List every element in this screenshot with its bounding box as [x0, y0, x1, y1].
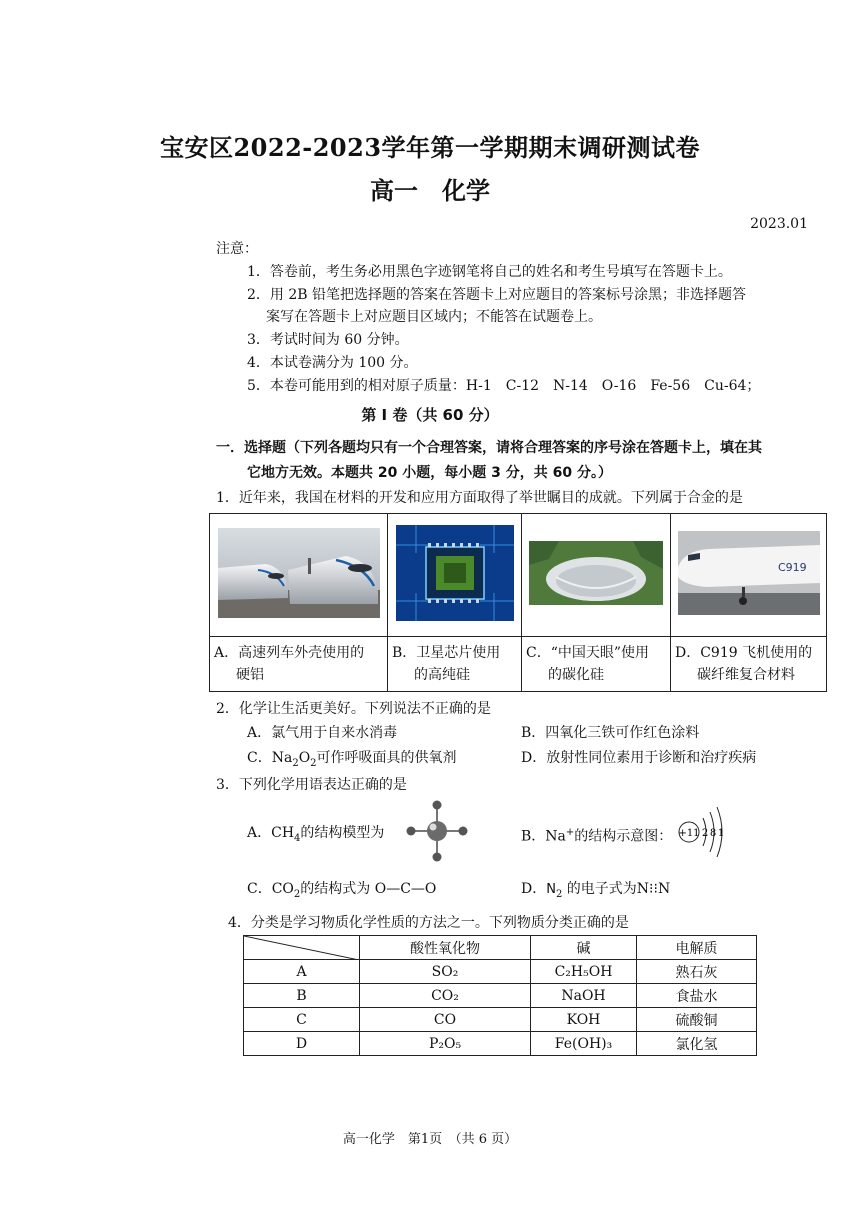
subscript: 4	[294, 832, 301, 844]
plane-tail-text: C919	[777, 561, 807, 574]
text: A．CH	[247, 825, 295, 841]
telescope-image	[529, 541, 663, 605]
q3-option-c[interactable]	[247, 879, 436, 905]
exam-title: 宝安区2022-2023学年第一学期期末调研测试卷	[159, 133, 701, 162]
table-row[interactable]	[244, 1032, 757, 1056]
notice-label: 注意：	[216, 241, 258, 257]
text: C．Na	[247, 750, 293, 766]
q4-classification-table	[243, 935, 757, 1056]
ch4-model-icon	[404, 800, 470, 862]
train-image	[218, 528, 380, 618]
option-label: B．卫星芯片使用	[392, 645, 501, 661]
table-cell: D	[244, 1032, 360, 1056]
table-row[interactable]	[244, 960, 757, 984]
q2-option-b[interactable]: B．四氧化三铁可作红色涂料	[521, 725, 700, 741]
notice-item: 4．本试卷满分为 100 分。	[247, 355, 418, 371]
table-cell: NaOH	[531, 984, 637, 1008]
text: N	[546, 882, 556, 897]
table-row[interactable]	[244, 1008, 757, 1032]
text: 的电子式为N⁝⁝N	[562, 881, 671, 897]
table-cell: SO₂	[360, 960, 531, 984]
shell-count: 8	[709, 828, 717, 839]
text: 可作呼吸面具的供氧剂	[316, 750, 457, 766]
table-cell: KOH	[531, 1008, 637, 1032]
section-heading-cont: 它地方无效。本题共 20 小题，每小题 3 分，共 60 分。）	[247, 465, 612, 481]
q2-option-c[interactable]	[247, 748, 457, 774]
header-cell: 酸性氧化物	[360, 936, 531, 960]
q3-stem: 3．下列化学用语表达正确的是	[216, 777, 407, 793]
text: 的结构模型为	[300, 825, 385, 841]
q4-stem: 4．分类是学习物质化学性质的方法之一。下列物质分类正确的是	[228, 915, 629, 931]
table-cell: B	[244, 984, 360, 1008]
option-label: A．高速列车外壳使用的	[214, 645, 365, 661]
superscript: +	[565, 827, 575, 838]
q1-image-d	[671, 514, 827, 637]
table-cell: C₂H₅OH	[531, 960, 637, 984]
table-cell: C	[244, 1008, 360, 1032]
page-footer: 高一化学 第1页 （共 6 页）	[342, 1132, 518, 1147]
table-cell: Fe(OH)₃	[531, 1032, 637, 1056]
table-header-row	[244, 936, 757, 960]
table-cell: 熟石灰	[637, 960, 757, 984]
subscript: 2	[555, 888, 563, 900]
header-cell: 电解质	[637, 936, 757, 960]
option-label: C．“中国天眼”使用	[526, 645, 650, 661]
section-heading: 一．选择题（下列各题均只有一个合理答案，请将合理答案的序号涂在答题卡上，填在其	[216, 440, 762, 456]
q1-image-c	[522, 514, 671, 637]
subscript: 2	[292, 757, 299, 769]
table-cell: P₂O₅	[360, 1032, 531, 1056]
q1-stem: 1．近年来，我国在材料的开发和应用方面取得了举世瞩目的成就。下列属于合金的是	[216, 490, 743, 506]
nucleus-label: +11	[678, 828, 700, 839]
option-label: D．C919 飞机使用的	[675, 645, 813, 661]
q1-option-d[interactable]	[671, 637, 827, 692]
text: B．Na	[521, 828, 566, 845]
q1-option-c[interactable]	[522, 637, 671, 692]
q1-options-table	[209, 513, 827, 692]
q3-option-a[interactable]	[247, 823, 384, 849]
text: O	[298, 750, 311, 766]
q2-option-a[interactable]: A．氯气用于自来水消毒	[247, 725, 398, 741]
q1-option-a[interactable]	[210, 637, 388, 692]
exam-date: 2023.01	[750, 216, 808, 232]
q2-stem: 2．化学让生活更美好。下列说法不正确的是	[216, 701, 491, 717]
table-row[interactable]	[244, 984, 757, 1008]
header-corner	[244, 936, 360, 960]
option-label: 的碳化硅	[548, 667, 604, 683]
text: 的结构示意图：	[574, 828, 673, 845]
table-cell: 食盐水	[637, 984, 757, 1008]
notice-item: 1．答卷前，考生务必用黑色字迹钢笔将自己的姓名和考生号填写在答题卡上。	[247, 264, 732, 280]
option-label: 碳纤维复合材料	[697, 667, 795, 683]
shell-count: 2	[701, 828, 709, 839]
notice-item: 案写在答题卡上对应题目区域内；不能答在试题卷上。	[266, 309, 602, 325]
subscript: 2	[310, 757, 317, 769]
plane-image	[678, 531, 820, 615]
text: 的结构式为 O—C—O	[300, 881, 437, 897]
option-label: 硬铝	[236, 667, 264, 683]
part-title: 第 Ⅰ 卷（共 60 分）	[361, 406, 499, 424]
table-cell: A	[244, 960, 360, 984]
table-cell: 硫酸铜	[637, 1008, 757, 1032]
notice-item: 2．用 2B 铅笔把选择题的答案在答题卡上对应题目的答案标号涂黑；非选择题答	[247, 287, 747, 303]
chip-image	[396, 525, 514, 621]
shell-count: 1	[717, 828, 725, 839]
header-cell: 碱	[531, 936, 637, 960]
table-cell: CO	[360, 1008, 531, 1032]
sodium-ion-diagram	[674, 806, 730, 862]
notice-item: 3．考试时间为 60 分钟。	[247, 332, 409, 348]
q1-image-b	[388, 514, 522, 637]
q3-option-d[interactable]	[521, 879, 670, 905]
exam-subtitle: 高一 化学	[370, 176, 490, 205]
subscript: 2	[293, 888, 301, 900]
table-cell: CO₂	[360, 984, 531, 1008]
table-cell: 氯化氢	[637, 1032, 757, 1056]
q1-option-b[interactable]	[388, 637, 522, 692]
diagonal-line	[244, 936, 359, 960]
q3-option-b[interactable]	[521, 823, 672, 847]
q2-option-d[interactable]: D．放射性同位素用于诊断和治疗疾病	[521, 750, 757, 766]
text: C．CO	[247, 881, 294, 897]
text: D．	[521, 881, 547, 897]
notice-item: 5．本卷可能用到的相对原子质量：H-1 C-12 N-14 O-16 Fe-56 Cu-64；	[247, 378, 761, 394]
option-label: 的高纯硅	[414, 667, 470, 683]
q1-image-a	[210, 514, 388, 637]
